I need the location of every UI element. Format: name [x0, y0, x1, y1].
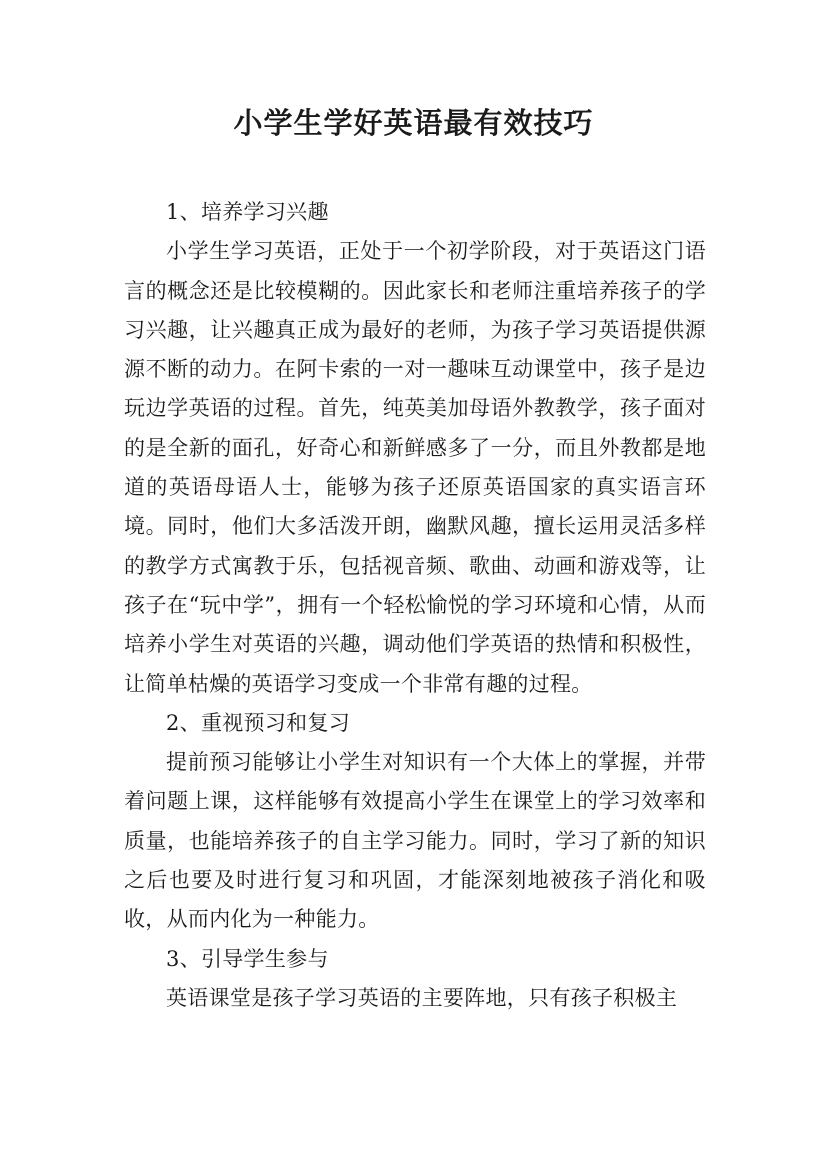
section-heading-preview-review: 2、重视预习和复习	[166, 710, 351, 735]
section-heading-interest: 1、培养学习兴趣	[166, 200, 329, 224]
section-heading-participation: 3、引导学生参与	[166, 946, 329, 971]
document-title: 小学生学好英语最有效技巧	[233, 106, 594, 140]
paragraph-interest: 小学生学习英语，正处于一个初学阶段，对于英语这门语言的概念还是比较模糊的。因此家长和老师注重培养孩子的学习兴趣，让兴趣真正成为最好的老师，为孩子学习英语提供源源不断的动力。在阿卡索的一对一趣味互动课堂中，孩子是边玩边学英语的过程。首先，纯英美加母语外教教学，孩子面对的是全新的面孔，好奇心和新鲜感多了一分，而且外教都是地道的英语母语人士，能够为孩子还原英语国家的真实语言环境。同时，他们大多活泼开朗，幽默风趣，擅长运用灵活多样的教学方式寓教于乐，包括视音频、歌曲、动画和游戏等，让孩子在“玩中学”，拥有一个轻松愉悦的学习环境和心情，从而培养小学生对英语的兴趣，调动他们学英语的热情和积极性，让简单枯燥的英语学习变成一个非常有趣的过程。	[124, 239, 706, 696]
paragraph-preview-review: 提前预习能够让小学生对知识有一个大体上的掌握，并带着问题上课，这样能够有效提高小学生在课堂上的学习效率和质量，也能培养孩子的自主学习能力。同时，学习了新的知识之后也要及时进行复习和巩固，才能深刻地被孩子消化和吸收，从而内化为一种能力。	[124, 750, 706, 932]
document-body	[124, 193, 706, 1018]
paragraph-participation: 英语课堂是孩子学习英语的主要阵地，只有孩子积极主	[166, 985, 678, 1010]
